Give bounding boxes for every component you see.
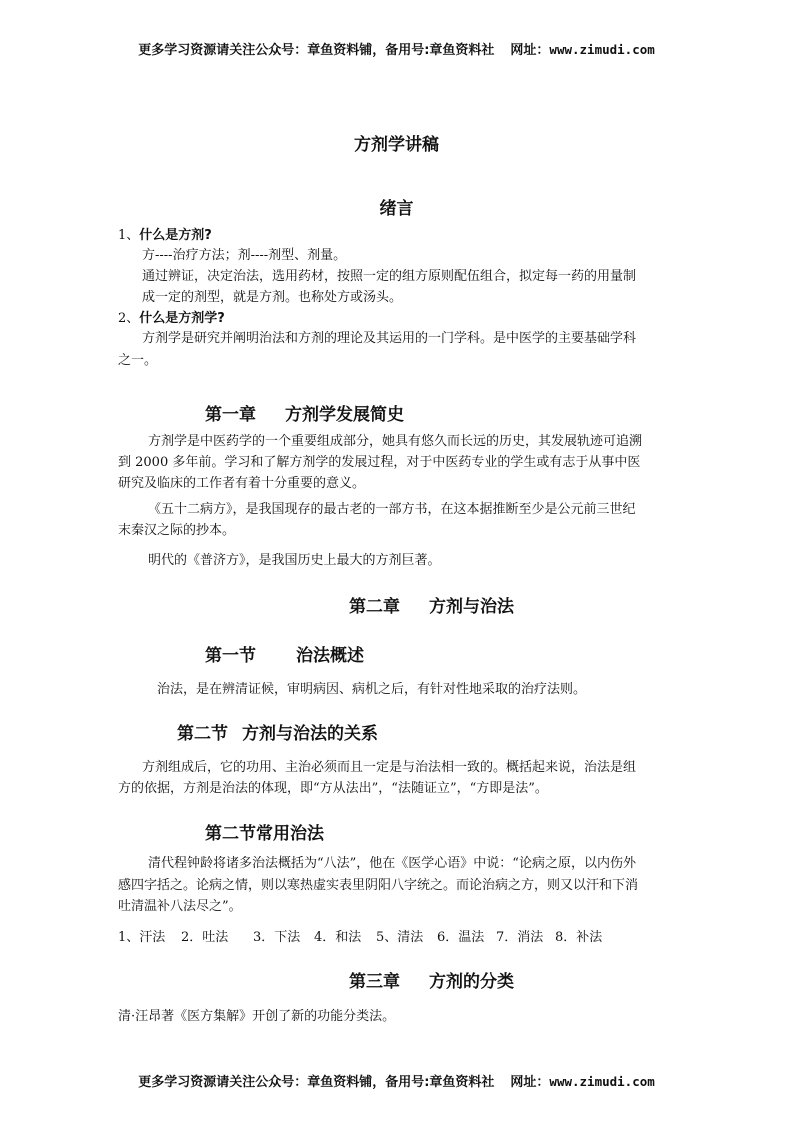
eight-methods-list bbox=[118, 931, 602, 944]
question-1 bbox=[118, 229, 212, 242]
method-item: 4．和法 bbox=[314, 930, 362, 945]
paragraph-line: 明代的《普济方》，是我国历史上最大的方剂巨著。 bbox=[148, 553, 441, 568]
section-1-number: 第一节 bbox=[205, 646, 256, 666]
question-2-text: 什么是方剂学? bbox=[139, 311, 225, 326]
header-url[interactable]: www.zimudi.com bbox=[549, 42, 655, 57]
header-url-label: 网址： bbox=[510, 43, 550, 58]
chapter-2-heading bbox=[349, 592, 514, 617]
method-item: 2．吐法 bbox=[181, 930, 229, 945]
paragraph-line: 方的依据，方剂是治法的体现，即“方从法出”，“法随证立”，“方即是法”。 bbox=[118, 781, 548, 796]
chapter-3-name: 方剂的分类 bbox=[429, 972, 514, 992]
paragraph-line: 到 2000 多年前。学习和了解方剂学的发展过程，对于中医药专业的学生或有志于从事中医 bbox=[118, 455, 641, 470]
paragraph-line: 感四字括之。论病之情，则以寒热虚实表里阴阳八字统之。而论治病之方，则又以汗和下消 bbox=[118, 878, 639, 893]
chapter-3-number: 第三章 bbox=[349, 972, 400, 992]
question-2 bbox=[118, 312, 225, 325]
paragraph-line: 方剂学是中医药学的一个重要组成部分，她具有悠久而长远的历史，其发展轨迹可追溯 bbox=[148, 434, 643, 449]
paragraph-line: 研究及临床的工作者有着十分重要的意义。 bbox=[118, 476, 366, 491]
intro-line: 成一定的剂型，就是方剂。也称处方或汤头。 bbox=[142, 290, 403, 305]
section-2-number: 第二节 bbox=[177, 724, 228, 744]
paragraph-line: 末秦汉之际的抄本。 bbox=[118, 523, 236, 538]
method-item: 5、清法 bbox=[376, 930, 424, 945]
intro-line: 之一。 bbox=[118, 353, 158, 368]
chapter-2-number: 第二章 bbox=[349, 597, 400, 617]
paragraph-line: 吐清温补八法尽之”。 bbox=[118, 899, 242, 914]
question-1-text: 什么是方剂? bbox=[139, 228, 212, 243]
chapter-1-number: 第一章 bbox=[205, 405, 256, 425]
footer-text: 更多学习资源请关注公众号：章鱼资料铺，备用号:章鱼资料社 bbox=[138, 1075, 495, 1090]
footer-url-label: 网址： bbox=[510, 1075, 550, 1090]
method-item: 6．温法 bbox=[437, 930, 485, 945]
method-item: 7．消法 bbox=[496, 930, 544, 945]
paragraph-line: 治法，是在辨清证候，审明病因、病机之后，有针对性地采取的治疗法则。 bbox=[157, 682, 587, 697]
intro-line: 方剂学是研究并阐明治法和方剂的理论及其运用的一门学科。是中医学的主要基础学科 bbox=[142, 331, 637, 346]
section-1-name: 治法概述 bbox=[296, 646, 364, 666]
question-1-number: 1、 bbox=[118, 228, 140, 243]
paragraph-line: 清·汪昂著《医方集解》开创了新的功能分类法。 bbox=[118, 1009, 396, 1024]
method-item: 8．补法 bbox=[555, 930, 603, 945]
paragraph-line: 《五十二病方》，是我国现存的最古老的一部方书，在这本据推断至少是公元前三世纪 bbox=[148, 502, 636, 517]
paragraph-line: 方剂组成后，它的功用、主治必须而且一定是与治法相一致的。概括起来说，治法是组 bbox=[142, 760, 637, 775]
section-2-name: 方剂与治法的关系 bbox=[242, 724, 378, 744]
chapter-1-heading bbox=[205, 400, 404, 425]
question-2-number: 2、 bbox=[118, 311, 140, 326]
header-text: 更多学习资源请关注公众号：章鱼资料铺，备用号:章鱼资料社 bbox=[138, 43, 495, 58]
section-1-heading bbox=[205, 641, 364, 666]
page-footer bbox=[0, 1071, 793, 1090]
chapter-1-name: 方剂学发展简史 bbox=[285, 405, 404, 425]
intro-heading: 绪言 bbox=[379, 199, 414, 219]
section-3-heading: 第二节常用治法 bbox=[205, 824, 324, 844]
intro-line: 通过辨证，决定治法，选用药材，按照一定的组方原则配伍组合，拟定每一药的用量制 bbox=[142, 269, 637, 284]
page-header bbox=[0, 39, 793, 58]
chapter-2-name: 方剂与治法 bbox=[429, 597, 514, 617]
method-item: 1、汗法 bbox=[118, 930, 166, 945]
footer-url[interactable]: www.zimudi.com bbox=[549, 1074, 655, 1089]
intro-line: 方----治疗方法；剂----剂型、剂量。 bbox=[142, 248, 347, 263]
method-item: 3．下法 bbox=[253, 930, 301, 945]
document-title: 方剂学讲稿 bbox=[354, 135, 439, 155]
section-2-heading bbox=[177, 719, 378, 744]
chapter-3-heading bbox=[349, 967, 514, 992]
paragraph-line: 清代程钟龄将诸多治法概括为“八法”，他在《医学心语》中说：“论病之原，以内伤外 bbox=[148, 856, 636, 871]
